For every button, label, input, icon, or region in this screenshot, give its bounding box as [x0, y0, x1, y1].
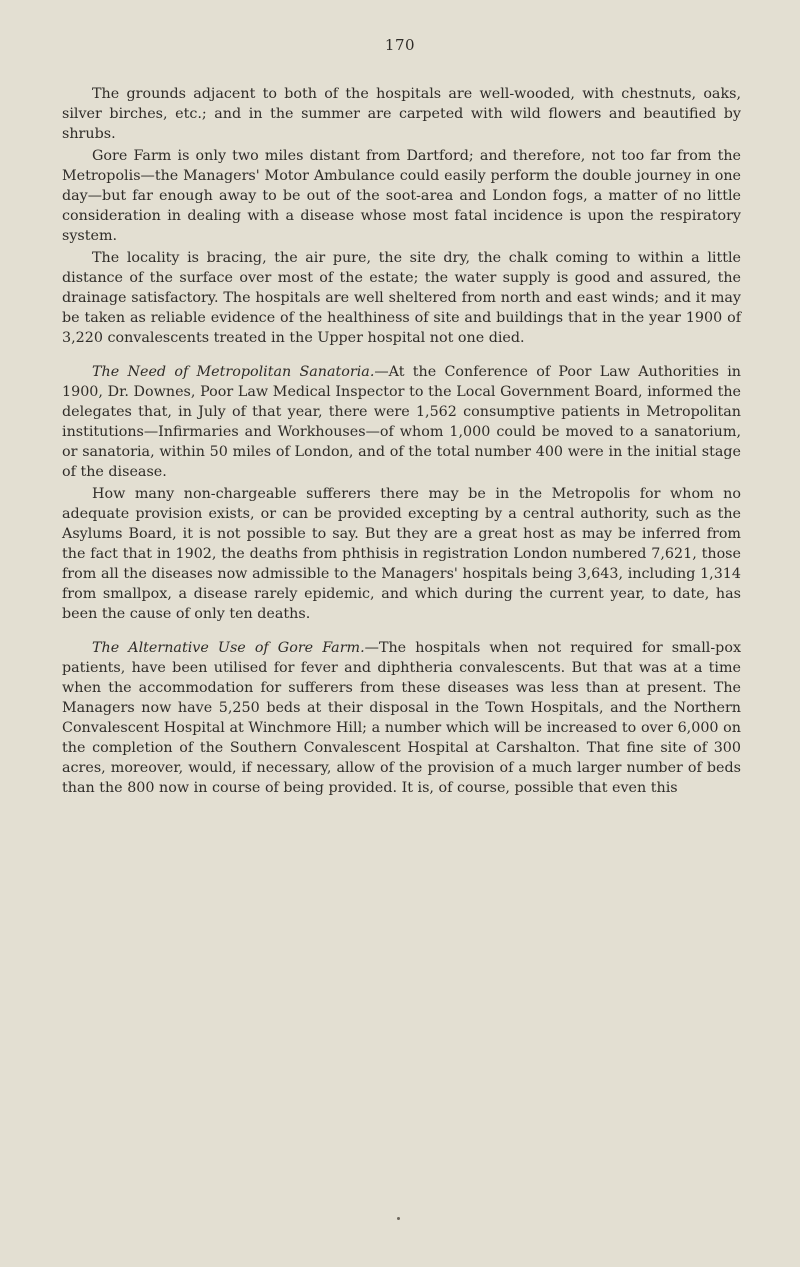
- section-heading: The Need of Metropolitan Sanatoria.: [92, 364, 375, 380]
- paragraph-text: Gore Farm is only two miles distant from Dartford; and therefore, not too far from the Metropolis—the Managers' Motor Ambulance could easily perform the double journey in one day—but far enough away to be out of the soot-area and London fogs, a matter of no little consideration in dealing with a disease whose most fatal incidence is upon the respiratory system.: [62, 148, 741, 244]
- paragraph-alternative-use: [62, 638, 741, 798]
- paper-speck: [397, 1217, 400, 1220]
- paragraph-non-chargeable-sufferers: [62, 484, 741, 624]
- paragraph-gore-farm-location: [62, 146, 741, 246]
- paragraph-text: —The hospitals when not required for small-pox patients, have been utilised for fever and diphtheria convalescents. But that was at a time when the accommodation for sufferers from these diseases was less than at present. The Managers now have 5,250 beds at their disposal in the Town Hospitals, and the Northern Convalescent Hospital at Winchmore Hill; a number which will be increased to over 6,000 on the completion of the Southern Convalescent Hospital at Carshalton. That fine site of 300 acres, moreover, would, if necessary, allow of the provision of a much larger number of beds than the 800 now in course of being provided. It is, of course, possible that even this: [62, 640, 742, 796]
- paragraph-need-of-sanatoria: [62, 362, 741, 482]
- paragraph-text: —At the Conference of Poor Law Authorities in 1900, Dr. Downes, Poor Law Medical Inspector to the Local Government Board, informed the delegates that, in July of that year, there were 1,562 consumptive patients in Metropolitan institutions—Infirmaries and Workhouses—of whom 1,000 could be moved to a sanatorium, or sanatoria, within 50 miles of London, and of the total number 400 were in the initial stage of the disease.: [62, 364, 741, 480]
- body-text: [62, 84, 741, 798]
- section-heading: The Alternative Use of Gore Farm.: [92, 640, 365, 656]
- paragraph-grounds: [62, 84, 741, 144]
- paragraph-text: The grounds adjacent to both of the hospitals are well-wooded, with chestnuts, oaks, silver birches, etc.; and in the summer are carpeted with wild flowers and beautified by shrubs.: [62, 86, 741, 142]
- page-number: 170: [384, 36, 416, 54]
- paragraph-text: The locality is bracing, the air pure, the site dry, the chalk coming to within a little distance of the surface over most of the estate; the water supply is good and assured, the drainage satisfactory. The hospitals are well sheltered from north and east winds; and it may be taken as reliable evidence of the healthiness of site and buildings that in the year 1900 of 3,220 convalescents treated in the Upper hospital not one died.: [62, 250, 741, 346]
- paragraph-locality: [62, 248, 741, 348]
- paragraph-text: How many non-chargeable sufferers there may be in the Metropolis for whom no adequate provision exists, or can be provided excepting by a central authority, such as the Asylums Board, it is not possible to say. But they are a great host as may be inferred from the fact that in 1902, the deaths from phthisis in registration London numbered 7,621, those from all the diseases now admissible to the Managers' hospitals being 3,643, including 1,314 from smallpox, a disease rarely epidemic, and which during the current year, to date, has been the cause of only ten deaths.: [62, 486, 741, 622]
